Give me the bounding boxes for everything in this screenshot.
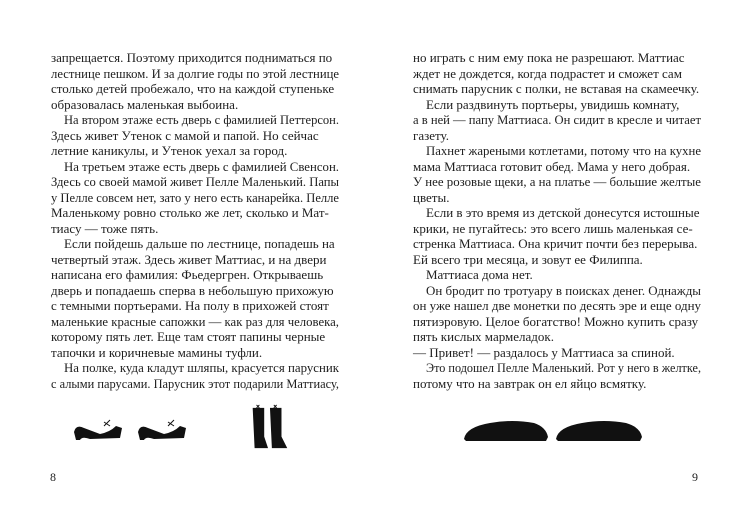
text-line-row <box>413 329 701 345</box>
text-line-row <box>51 50 339 66</box>
text-line: ждет не дождется, когда подрастет и сможет сам <box>413 65 682 81</box>
text-line: которому пять лет. Еще там стоят папины черные <box>51 329 326 344</box>
womens-shoes-illustration <box>70 412 195 446</box>
text-line-row <box>51 376 339 392</box>
text-line: пятиэровую. Целое богатство! Можно купить сразу <box>413 313 699 329</box>
text-line-row <box>413 376 701 392</box>
text-line: четвертый этаж. Здесь живет Маттиас, и на двери <box>51 251 327 267</box>
text-line: потому что на завтрак он ел яйцо всмятку. <box>413 375 647 391</box>
text-line: газету. <box>413 127 449 143</box>
text-line-row <box>413 112 701 128</box>
text-line-row <box>413 205 701 221</box>
text-line: с темными портьерами. На полу в прихожей стоят <box>51 298 329 313</box>
text-line-row <box>51 81 339 97</box>
text-line-row <box>413 143 701 159</box>
text-line: дверь и попадаешь сперва в небольшую прихожую <box>51 282 334 298</box>
text-line-row <box>51 97 339 113</box>
text-line: На полке, куда кладут шляпы, красуется парусник <box>64 360 339 375</box>
text-line-row <box>51 252 339 268</box>
text-line-row <box>51 205 339 221</box>
text-line-row <box>413 50 701 66</box>
text-line-row <box>51 174 339 190</box>
text-line-row <box>51 159 339 175</box>
text-line: стренка Маттиаса. Она кричит почти без перерыва. <box>413 236 698 251</box>
text-line-row <box>413 190 701 206</box>
text-line: он уже нашел две монетки по десять эре и еще одну <box>413 298 701 313</box>
text-line-row <box>413 314 701 330</box>
text-line: На втором этаже есть дверь с фамилией Петтерсон. <box>64 112 339 127</box>
text-line-row <box>413 221 701 237</box>
text-line-row <box>51 66 339 82</box>
boots-illustration <box>248 404 290 452</box>
text-line: с алыми парусами. Парусник этот подарили Маттиасу, <box>51 375 339 391</box>
text-line: пять кислых мармеладок. <box>413 329 554 344</box>
text-line: Это подошел Пелле Маленький. Рот у него в желтке, <box>426 360 701 375</box>
text-line-row <box>413 97 701 113</box>
text-line: Он бродит по тротуару в поисках денег. Однажды <box>426 282 701 298</box>
text-line: Маленькому ровно столько же лет, сколько и Мат- <box>51 205 329 220</box>
text-line: На третьем этаже есть дверь с фамилией Свенсон. <box>64 158 339 174</box>
text-line: Здесь со своей мамой живет Пелле Маленький. Папы <box>51 174 339 189</box>
text-line: летние каникулы, и Утенок уехал за город. <box>51 143 288 158</box>
text-line-row <box>51 360 339 376</box>
text-line: написана его фамилия: Фьедергрен. Открываешь <box>51 267 324 282</box>
text-line: лестнице пешком. И за долгие годы по этой лестнице <box>51 65 339 81</box>
text-line: Если в это время из детской донесутся истошные <box>426 205 700 220</box>
text-line-row <box>413 267 701 283</box>
text-line: запрещается. Поэтому приходится подниматься по <box>51 50 333 65</box>
text-line-row <box>51 112 339 128</box>
right-page-text <box>413 50 701 391</box>
text-line: у Пелле совсем нет, зато у него есть канарейка. Пелле <box>51 189 339 205</box>
text-line: а в ней — папу Маттиаса. Он сидит в кресле и читает <box>413 112 701 127</box>
text-line-row <box>51 314 339 330</box>
text-line-row <box>51 143 339 159</box>
text-line: Если раздвинуть портьеры, увидишь комнату, <box>426 96 680 112</box>
text-line: цветы. <box>413 189 450 205</box>
text-line-row <box>413 252 701 268</box>
text-line: Пахнет жареными котлетами, потому что на кухне <box>426 143 701 158</box>
text-line: маленькие красные сапожки — как раз для человека, <box>51 313 339 329</box>
shoe-icon <box>138 420 186 440</box>
text-line: столько детей пробежало, что на каждой ступеньке <box>51 81 335 96</box>
text-line: снимать парусник с полки, не вставая на скамеечку. <box>413 81 700 96</box>
text-line-row <box>413 66 701 82</box>
text-line-row <box>51 298 339 314</box>
text-line: Если пойдешь дальше по лестнице, попадешь на <box>64 236 335 251</box>
text-line-row <box>413 236 701 252</box>
text-line: Здесь живет Утенок с мамой и папой. Но сейчас <box>51 127 319 143</box>
page-number-left: 8 <box>50 470 56 484</box>
text-line-row <box>51 221 339 237</box>
text-line-row <box>413 345 701 361</box>
text-line: Ей всего три месяца, и зовут ее Филиппа. <box>413 251 643 267</box>
text-line-row <box>413 298 701 314</box>
flat-shoes-illustration <box>462 415 644 443</box>
text-line: У нее розовые щеки, а на платье — большие желтые <box>413 174 701 189</box>
text-line-row <box>51 128 339 144</box>
text-line: мама Маттиаса готовит обед. Мама у него добрая. <box>413 158 691 174</box>
text-line-row <box>51 190 339 206</box>
text-line: но играть с ним ему пока не разрешают. Маттиас <box>413 50 685 65</box>
page-number-right: 9 <box>692 470 698 484</box>
text-line-row <box>51 345 339 361</box>
shoe-icon <box>74 420 122 440</box>
text-line-row <box>51 267 339 283</box>
text-line-row <box>413 128 701 144</box>
text-line: — Привет! — раздалось у Маттиаса за спиной. <box>413 344 675 360</box>
text-line-row <box>413 360 701 376</box>
text-line-row <box>51 329 339 345</box>
text-line: Маттиаса дома нет. <box>426 267 533 282</box>
text-line: тиасу — тоже пять. <box>51 220 159 236</box>
text-line-row <box>51 283 339 299</box>
text-line-row <box>413 159 701 175</box>
text-line-row <box>51 236 339 252</box>
left-page-text <box>51 50 339 391</box>
text-line-row <box>413 174 701 190</box>
text-line: тапочки и коричневые мамины туфли. <box>51 344 263 360</box>
text-line-row <box>413 81 701 97</box>
text-line: крики, не пугайтесь: это всего лишь маленькая се- <box>413 220 693 236</box>
text-line-row <box>413 283 701 299</box>
text-line: образовалась маленькая выбоина. <box>51 96 239 112</box>
